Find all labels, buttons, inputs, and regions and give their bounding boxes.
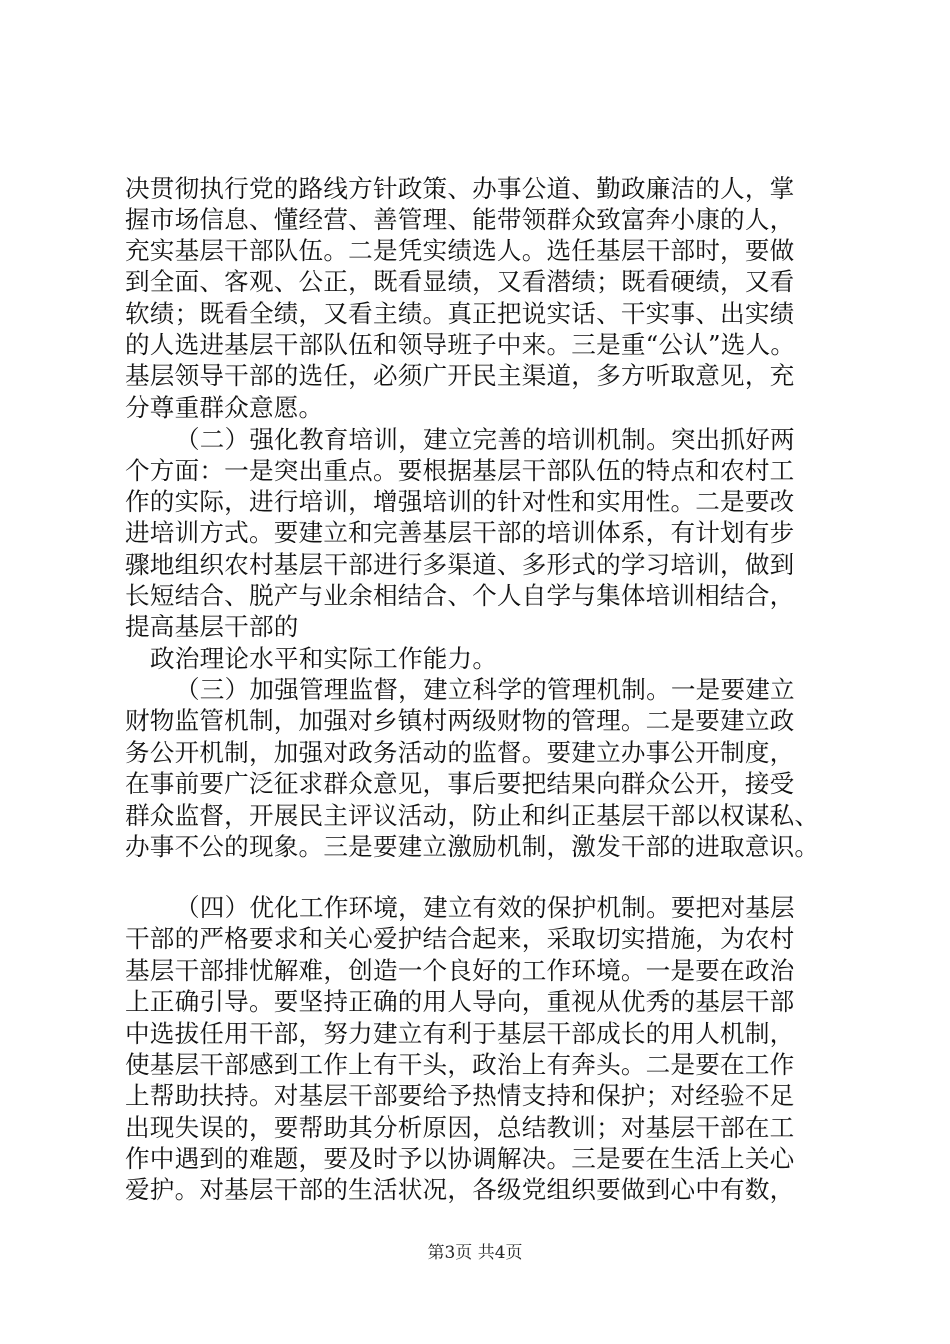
text-line: 软绩；既看全绩，又看主绩。真正把说实话、干实事、出实绩 — [125, 299, 795, 328]
text-line: 进培训方式。要建立和完善基层干部的培训体系，有计划有步 — [125, 518, 795, 547]
text-line: 骤地组织农村基层干部进行多渠道、多形式的学习培训，做到 — [125, 550, 795, 579]
text-line: 办事不公的现象。三是要建立激励机制，激发干部的进取意识。 — [125, 832, 820, 861]
text-line: 握市场信息、懂经营、善管理、能带领群众致富奔小康的人， — [125, 205, 795, 234]
text-line: 爱护。对基层干部的生活状况，各级党组织要做到心中有数， — [125, 1175, 795, 1204]
text-line: 作中遇到的难题，要及时予以协调解决。三是要在生活上关心 — [125, 1144, 795, 1173]
paragraph-heading-2: （二）强化教育培训，建立完善的培训机制。突出抓好两 — [175, 425, 795, 454]
text-line: 干部的严格要求和关心爱护结合起来，采取切实措施，为农村 — [125, 924, 795, 953]
paragraph-heading-4: （四）优化工作环境，建立有效的保护机制。要把对基层 — [175, 893, 795, 922]
text-line: 上帮助扶持。对基层干部要给予热情支持和保护；对经验不足 — [125, 1081, 795, 1110]
text-line: 的人选进基层干部队伍和领导班子中来。三是重“公认”选人。 — [125, 330, 796, 359]
text-line: 作的实际，进行培训，增强培训的针对性和实用性。二是要改 — [125, 487, 795, 516]
text-line: 务公开机制，加强对政务活动的监督。要建立办事公开制度， — [125, 738, 795, 767]
text-line: 使基层干部感到工作上有干头，政治上有奔头。二是要在工作 — [125, 1050, 795, 1079]
text-line: 长短结合、脱产与业余相结合、个人自学与集体培训相结合， — [125, 581, 795, 610]
paragraph-heading-3: （三）加强管理监督，建立科学的管理机制。一是要建立 — [175, 675, 795, 704]
text-line: 中选拔任用干部，努力建立有利于基层干部成长的用人机制， — [125, 1019, 795, 1048]
text-line: 政治理论水平和实际工作能力。 — [150, 644, 498, 673]
text-line: 基层干部排忧解难，创造一个良好的工作环境。一是要在政治 — [125, 956, 795, 985]
text-line: 基层领导干部的选任，必须广开民主渠道，多方听取意见，充 — [125, 361, 795, 390]
text-line: 提高基层干部的 — [125, 612, 299, 641]
text-line: 财物监管机制，加强对乡镇村两级财物的管理。二是要建立政 — [125, 706, 795, 735]
text-line: 决贯彻执行党的路线方针政策、办事公道、勤政廉洁的人，掌 — [125, 174, 795, 203]
text-line: 上正确引导。要坚持正确的用人导向，重视从优秀的基层干部 — [125, 987, 795, 1016]
text-line: 在事前要广泛征求群众意见，事后要把结果向群众公开，接受 — [125, 769, 795, 798]
page-number-footer: 第3页 共4页 — [427, 1243, 523, 1263]
text-line: 个方面：一是突出重点。要根据基层干部队伍的特点和农村工 — [125, 456, 795, 485]
text-line: 到全面、客观、公正，既看显绩，又看潜绩；既看硬绩，又看 — [125, 267, 795, 296]
text-line: 出现失误的，要帮助其分析原因，总结教训；对基层干部在工 — [125, 1113, 795, 1142]
text-line: 分尊重群众意愿。 — [125, 393, 324, 422]
text-line: 充实基层干部队伍。二是凭实绩选人。选任基层干部时，要做 — [125, 236, 795, 265]
text-line: 群众监督，开展民主评议活动，防止和纠正基层干部以权谋私、 — [125, 801, 820, 830]
